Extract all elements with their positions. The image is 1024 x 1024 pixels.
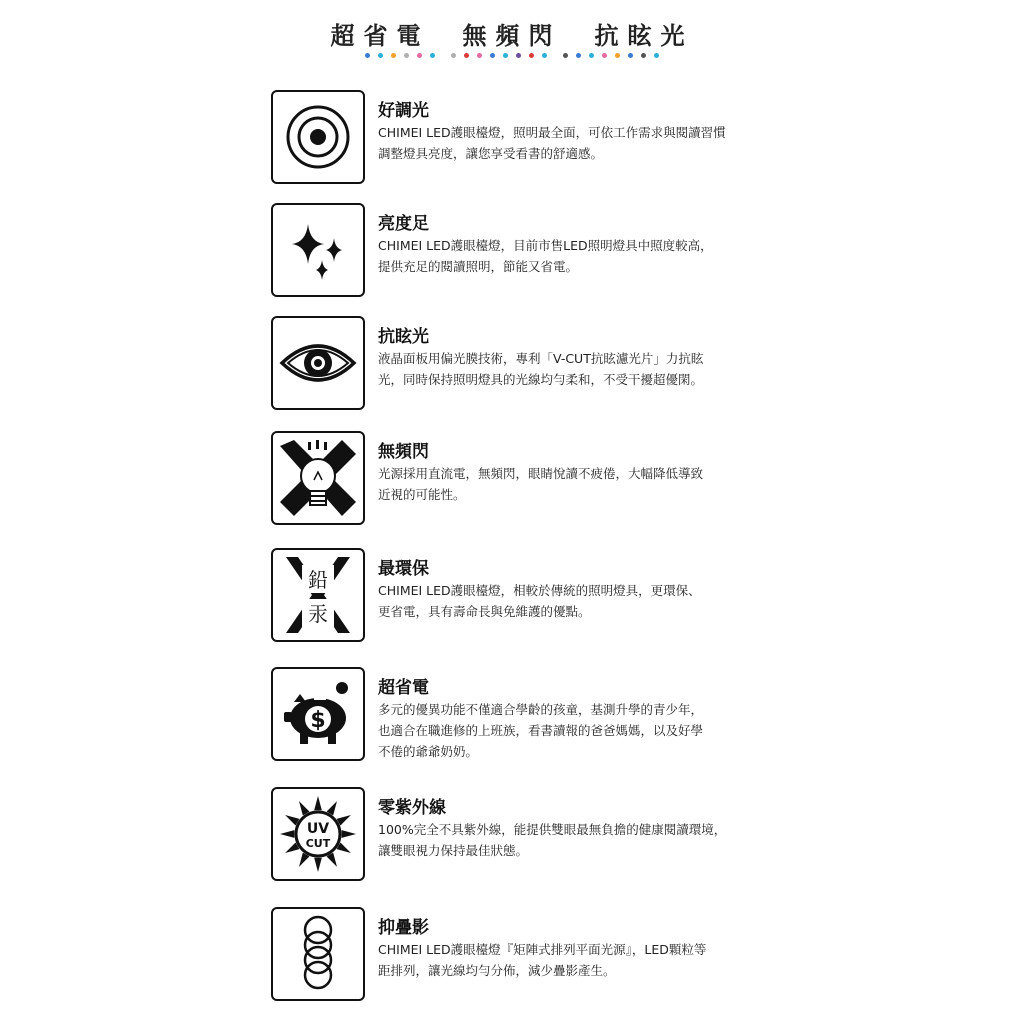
uv-label: UV	[306, 821, 330, 837]
feature-item-anti-glare	[271, 316, 791, 414]
feature-title: 無頻閃	[378, 442, 429, 462]
color-dot	[430, 53, 435, 58]
feature-description: CHIMEI LED護眼檯燈『矩陣式排列平面光源』，LED顆粒等 距排列，讓光線均勻分佈，減少疊影產生。	[378, 942, 707, 978]
uv-cut-icon	[271, 787, 365, 881]
feature-description: 多元的優異功能不僅適合學齡的孩童，基測升學的青少年， 也適合在職進修的上班族，看書讀報的爸爸媽媽，以及好學 不倦的爺爺奶奶。	[378, 702, 704, 759]
feature-item-anti-ghosting	[271, 907, 791, 1005]
feature-description: CHIMEI LED護眼檯燈，相較於傳統的照明燈具，更環保、 更省電，具有壽命長與免維護的優點。	[378, 583, 701, 619]
sun-ray	[314, 858, 322, 872]
mercury-glyph: 汞	[308, 602, 328, 626]
color-dot	[615, 53, 620, 58]
color-dot	[417, 53, 422, 58]
stacked-circles-icon	[271, 907, 365, 1001]
feature-item-brightness	[271, 203, 791, 301]
feature-title: 亮度足	[378, 214, 429, 234]
color-dot	[542, 53, 547, 58]
dollar-glyph: $	[310, 708, 326, 733]
sparkle-icon	[271, 203, 365, 297]
color-dot	[391, 53, 396, 58]
color-dot	[451, 53, 456, 58]
lead-glyph: 鉛	[308, 568, 328, 592]
page-title: 超省電 無頻閃 抗眩光	[330, 22, 694, 50]
color-dot	[503, 53, 508, 58]
feature-title: 抑疊影	[378, 918, 429, 938]
piggy-bank-icon	[271, 667, 365, 761]
color-dot	[563, 53, 568, 58]
feature-item-eco	[271, 548, 791, 646]
feature-item-energy-saving	[271, 667, 791, 765]
sun-ray	[342, 830, 356, 838]
feature-title: 零紫外線	[378, 798, 446, 818]
color-dot	[654, 53, 659, 58]
feature-title: 最環保	[378, 559, 429, 579]
feature-item-no-flicker	[271, 431, 791, 529]
feature-title: 好調光	[378, 101, 429, 121]
color-dot	[365, 53, 370, 58]
cut-label: CUT	[305, 837, 331, 850]
no-lead-mercury-icon	[271, 548, 365, 642]
feature-description: 光源採用直流電，無頻閃，眼睛悅讀不疲倦，大幅降低導致 近視的可能性。	[378, 466, 704, 502]
color-dot	[589, 53, 594, 58]
target-dial-icon	[271, 90, 365, 184]
color-dot	[529, 53, 534, 58]
sun-ray	[280, 830, 294, 838]
feature-description: 100%完全不具紫外線，能提供雙眼最無負擔的健康閱讀環境， 讓雙眼視力保持最佳狀態。	[378, 822, 727, 858]
feature-title: 抗眩光	[378, 327, 429, 347]
color-dot	[404, 53, 409, 58]
color-dot	[641, 53, 646, 58]
no-flicker-bulb-icon	[271, 431, 365, 525]
color-dot	[516, 53, 521, 58]
color-dots-divider	[0, 53, 1024, 58]
color-dot	[477, 53, 482, 58]
sun-ray	[314, 796, 322, 810]
color-dot	[464, 53, 469, 58]
color-dot	[378, 53, 383, 58]
feature-item-dimming	[271, 90, 791, 188]
feature-description: 液晶面板用偏光膜技術，專利「V-CUT抗眩濾光片」力抗眩 光，同時保持照明燈具的光線均勻柔和，不受干擾超優閑。	[378, 351, 704, 387]
feature-item-zero-uv	[271, 787, 791, 885]
color-dot	[628, 53, 633, 58]
eye-icon	[271, 316, 365, 410]
color-dot	[602, 53, 607, 58]
feature-title: 超省電	[378, 678, 429, 698]
feature-description: CHIMEI LED護眼檯燈，目前市售LED照明燈具中照度較高， 提供充足的閱讀照明，節能又省電。	[378, 238, 713, 274]
color-dot	[576, 53, 581, 58]
color-dot	[490, 53, 495, 58]
feature-description: CHIMEI LED護眼檯燈，照明最全面，可依工作需求與閱讀習慣 調整燈具亮度，讓您享受看書的舒適感。	[378, 125, 726, 161]
